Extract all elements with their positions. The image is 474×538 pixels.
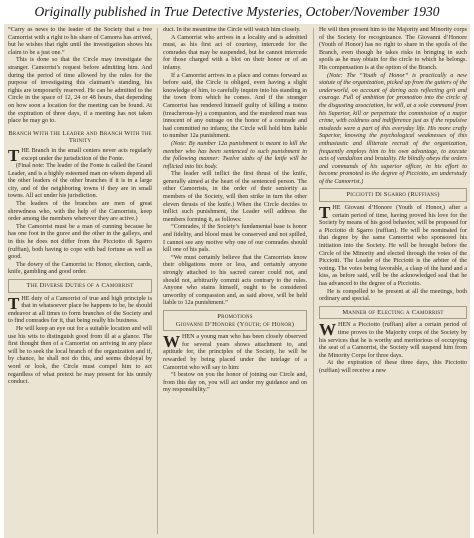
paragraph: “Comrades, if the Society’s fundamental base is honor and fidelity, and blood must be conserved and not spilled, I cannot see any motive why one of our comrades should kill one of his pals. [163, 224, 307, 254]
paragraph: THE Giovani d’Honore (Youth of Honor,) after a certain period of time, having proved his love for the Society by means of his good behavior, will be proposed for a Picciotto di Sgarro (ruffian). He will be nominated for that degree by the same Camorrist who sponsored his initiation into the Society. He will be brought before the Circle of the Minority and elected through the votes of the Picciotti. The Leader of the Picciotti is the arbiter of the voting. The votes being favorable, a clasp of the hand and a kiss, as before said, will be the acknowledged seal that he has advanced to the degree of a Picciotto. [319, 203, 467, 287]
section-box [163, 310, 307, 331]
section-box [319, 306, 467, 320]
magazine-scan [4, 24, 470, 538]
section-heading: Picciotti Di Sgarro (Ruffians) [346, 191, 440, 199]
section-box [319, 188, 467, 202]
column-divider [313, 28, 314, 534]
section-heading: The Diverse Duties of a Camorrist [26, 282, 134, 289]
section-heading: Promotions [217, 312, 253, 320]
drop-cap: T [8, 145, 20, 165]
paragraph: This is done so that the Circle may investigate the stranger. Camorrist’s request before admitting him. And during the period of time allowed by the rules for the purpose of investigating this claimant’s standing, his rights are temporarily reserved. He can be admitted to the Circle in the space of 12, 24 or 48 hours, that depending on how soon a location for the meeting can be found. At the expiration of three days, if a meeting has not taken place he may go to. [8, 57, 152, 125]
paragraph: (Final note: The leader of the Fonte is called the Grand Leader, and is a highly esteemed man on whom depend all the other leaders of the other branches if it is in a large city, and of the neighboring towns if they are in small towns. All act under his jurisdiction. [8, 163, 152, 200]
paragraph: The Camorrist must be a man of cunning because he has one foot in the grave and the other in the galleys, and in this he does not differ from the Picciotto di Sgarro (ruffian), both having to cope with bad fortune as well as good. [8, 223, 152, 261]
paragraph: The leaders of the branches are men of great shrewdness who, with the help of the Camorrists, keep order among the members wherever they are active.) [8, 201, 152, 223]
section-subheading: Giovanni D’Honore (Youth; of Honor) [175, 320, 295, 328]
paragraph: The dowry of the Camorrist is: Honor, election, cards, knife, gambling and good order. [8, 261, 152, 276]
paragraph: (Note: By number 12a punishment is meant to kill the member who has been sentenced to such punishment in the following manner: Twelve stabs of the knife will be inflicted into his body. [163, 140, 307, 170]
paragraph: He will then present him to the Majority and Minority corps of the Society for recognizance. The Giovanni d’Honore (Youth of Honor) has no right to share in the spoils of the Branch, even though he takes risks in bringing in such spoils as he may obtain for the circle to which he belongs. His compensation is at the option of the Branch. [319, 27, 467, 71]
paragraph: WHEN a Picciotto (ruffian) after a certain period of time proves to the Majority corps of the Society by his services that he is worthy and meritorious of occupying the seat of a Camorrist, the Society will suspend him from the Minority Corps for three days. [319, 320, 467, 359]
drop-cap: T [8, 293, 20, 313]
paragraph: THE Branch in the small centers never acts regularly except under the jurisdiction of the Fonte. [8, 145, 152, 165]
paragraph: He will keep an eye out for a suitable location and will use his wits to distinguish good from ill at a glance. The first thought then of a Camorrist on arriving in any place will be to seek the local branch of the organization and if, by chance, he shall not do this, and seems disloyal by word or look, the Circle must compel him to act regardless of what pretext he may present for his unruly conduct. [8, 325, 152, 386]
paragraph: A Camorrist who arrives in a locality and is admitted must, as his first act of courtesy, intercede for the comrades that may be suspended, but he cannot intercede for those charged with a blot on their honor or of an infamy. [163, 34, 307, 71]
drop-cap: T [319, 203, 331, 223]
paragraph: “I bestow on you the honor of joining our Circle and, from this day on, you will act under my guidance and on my responsibility.” [163, 372, 307, 394]
paragraph: “We must certainly believe that the Camorrists know their obligations more or less, and certainly anyone strongly attached to his sacred career could not, and should not, arbitrarily commit acts contrary to the rules. Anyone who stains himself, ought to be considered unworthy of compassion and, as said above, will be held liable to 12a punishment.” [163, 254, 307, 307]
section-heading: Branch With the Leader and Branch With the Trinity [8, 129, 152, 145]
column-divider [157, 28, 158, 534]
column-3 [319, 27, 467, 537]
paragraph: If a Camorrist arrives in a place and comes forward as before said, the Circle is obliged, even having a slight knowledge of him, to carefully inquire into his standing in the town from which he comes. And if the stranger Camorrist has rendered himself guilty of killing a traino (treacherous-ly) a companion, and the murdered man was innocent of any outrage on the honor of a comrade and had committed no infamy, the Circle will hold him liable to number 12a punishment. [163, 72, 307, 140]
paragraph: duct. In the meantime the Circle will watch him closely. [163, 27, 301, 33]
section-box [8, 279, 152, 293]
drop-cap: W [319, 320, 336, 340]
paragraph: (Note: The “Youth of Honor” is practically a new statute of the organization, picked up from the gutters of the underworld, on account of daring acts reflecting grit and courage. Full of ambition for promotion into the circle of the disgusting association, he will, at a sole command from his Superior, kill or perpetrate the commission of a major crime, with coldness and indifference just as if the repulsive misdeeds were a part of this everyday life. His more crafty Superior, knowing the psychological weaknesses of this enthusiastic and illiterate recruit of the organization, frequently employs him to his own advantage, to execute acts of vandalism and brutality. He blindly obeys the orders and commands of his superior officer, in his effort to become promoted to the degree of Picciotto, an understudy of the Camorrist.) [319, 72, 467, 185]
paragraph: At the expiration of these three days, this Picciotto (ruffian) will receive a new [319, 360, 467, 374]
paragraph: He is compelled to be present at all the meetings, both ordinary and special. [319, 288, 467, 303]
column-1 [8, 27, 152, 537]
paragraph: “Carry as news to the leader of the Society that a free Camorrist with a right to his share of Camorra has arrived, but he wishes that right until the investigation shows his claim to be a just one.” [8, 27, 152, 56]
paragraph: The leader will inflict the first thrust of the knife, generally aimed at the heart of the sentenced person. The other Camorrists, in the order of their seniority as members of the Society, will then strike in turn the other eleven thrusts of the knife.) When the Circle decides to inflict such punishment, the Leader will address the members forming it, as follows: [163, 171, 307, 223]
section-heading: Manner of Electing a Camorrist [342, 308, 444, 316]
page-caption: Originally published in True Detective Mysteries, October/November 1930 [34, 4, 440, 19]
column-2 [163, 27, 307, 537]
drop-cap: W [163, 332, 180, 352]
paragraph: THE duty of a Camorrist of true and high principle is that in whatsoever place he happens to be, he should endeavor at all times to form branches of the Society and to find comrades for it, that being really his business. [8, 293, 152, 325]
paragraph: WHEN a young man who has been closely observed for several years shows attachment to, and aptitude for, the principles of the Society, he will be rewarded by being placed under the tutelage of a Camorrist who will say to him: [163, 332, 307, 371]
